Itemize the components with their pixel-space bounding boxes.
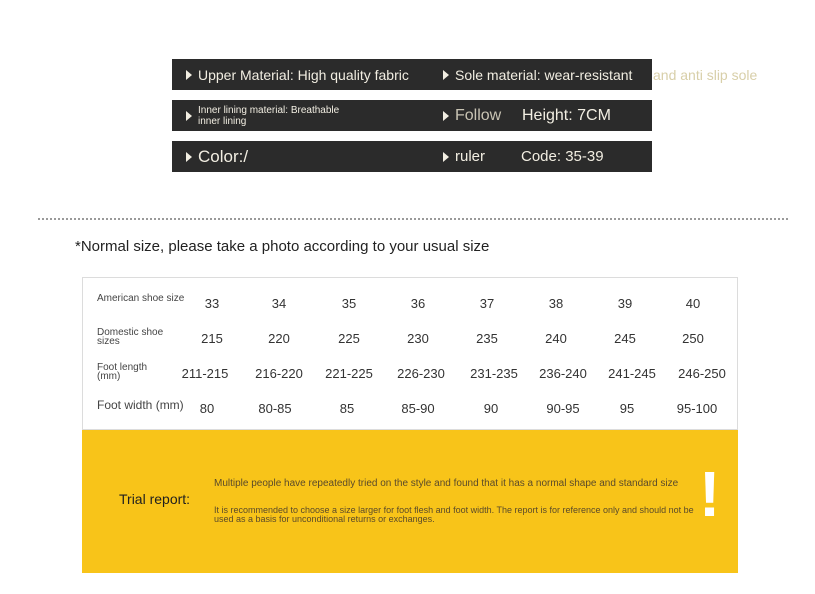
spec-ruler-text: ruler — [455, 148, 486, 165]
play-arrow-icon — [443, 152, 449, 162]
table-cell: 215 — [201, 331, 223, 346]
spec-follow-text: Follow — [455, 106, 502, 124]
table-cell: 250 — [682, 331, 704, 346]
table-cell: 95-100 — [676, 401, 718, 416]
table-cell: 80-85 — [258, 401, 292, 416]
row-label-american: American shoe size — [97, 293, 185, 304]
trial-report-line1: Multiple people have repeatedly tried on the style and found that it has a normal shape and standard size — [214, 478, 679, 489]
table-cell: 34 — [271, 296, 287, 311]
table-cell: 37 — [479, 296, 495, 311]
table-cell: 38 — [548, 296, 564, 311]
divider — [38, 218, 788, 220]
table-cell: 80 — [199, 401, 215, 416]
table-cell: 221-225 — [325, 366, 373, 381]
table-cell: 220 — [268, 331, 290, 346]
play-arrow-icon — [443, 111, 449, 121]
row-label-foot-length: Foot length (mm) — [97, 362, 148, 382]
table-cell: 246-250 — [678, 366, 726, 381]
spec-lining-line1: Inner lining material: Breathable — [198, 104, 340, 116]
spec-sole-material-text: Sole material: wear-resistant — [455, 66, 633, 83]
table-cell: 40 — [685, 296, 701, 311]
table-cell: 226-230 — [397, 366, 445, 381]
size-note: *Normal size, please take a photo according to your usual size — [75, 238, 490, 255]
row-label-foot-width: Foot width (mm) — [97, 398, 184, 412]
exclamation-icon: ! — [699, 458, 721, 530]
spec-sole-material-overflow: and anti slip sole — [653, 66, 758, 83]
spec-ruler — [443, 141, 485, 172]
play-arrow-icon — [186, 152, 192, 162]
spec-bar-upper-material — [172, 59, 652, 90]
table-row — [83, 393, 739, 423]
table-cell: 36 — [410, 296, 426, 311]
play-arrow-icon — [186, 111, 192, 121]
trial-report-line2: It is recommended to choose a size larger for foot flesh and foot width. The report is for reference only and should not be used as a basis for unconditional returns or exchanges. — [214, 505, 694, 524]
table-cell: 231-235 — [470, 366, 518, 381]
table-row — [83, 323, 739, 353]
table-cell: 236-240 — [539, 366, 587, 381]
spec-upper-material — [186, 59, 409, 90]
table-cell: 235 — [476, 331, 498, 346]
table-cell: 35 — [341, 296, 357, 311]
spec-color-text: Color:/ — [198, 146, 249, 166]
spec-follow — [443, 100, 501, 131]
spec-upper-material-text: Upper Material: High quality fabric — [198, 66, 409, 83]
table-cell: 90 — [483, 401, 499, 416]
table-cell: 225 — [338, 331, 360, 346]
spec-bar-color — [172, 141, 652, 172]
play-arrow-icon — [443, 70, 449, 80]
table-cell: 241-245 — [608, 366, 656, 381]
spec-code: Code: 35-39 — [521, 148, 604, 165]
spec-lining — [186, 100, 339, 131]
trial-report-label: Trial report: — [119, 491, 191, 507]
row-label-domestic: Domestic shoe sizes — [97, 327, 164, 347]
spec-sole-material — [443, 59, 632, 90]
table-cell: 95 — [619, 401, 635, 416]
table-cell: 33 — [204, 296, 220, 311]
table-cell: 85 — [339, 401, 355, 416]
trial-report-panel — [82, 430, 738, 573]
play-arrow-icon — [186, 70, 192, 80]
table-cell: 39 — [617, 296, 633, 311]
table-cell: 211-215 — [181, 366, 229, 381]
table-row — [83, 358, 739, 388]
table-cell: 90-95 — [546, 401, 580, 416]
table-cell: 245 — [614, 331, 636, 346]
spec-lining-line2: inner lining — [198, 115, 247, 127]
spec-bar-lining — [172, 100, 652, 131]
size-table — [82, 277, 738, 430]
table-row — [83, 288, 739, 318]
table-cell: 230 — [407, 331, 429, 346]
table-cell: 85-90 — [401, 401, 435, 416]
table-cell: 240 — [545, 331, 567, 346]
spec-color — [186, 141, 248, 172]
spec-height: Height: 7CM — [522, 106, 611, 124]
table-cell: 216-220 — [255, 366, 303, 381]
